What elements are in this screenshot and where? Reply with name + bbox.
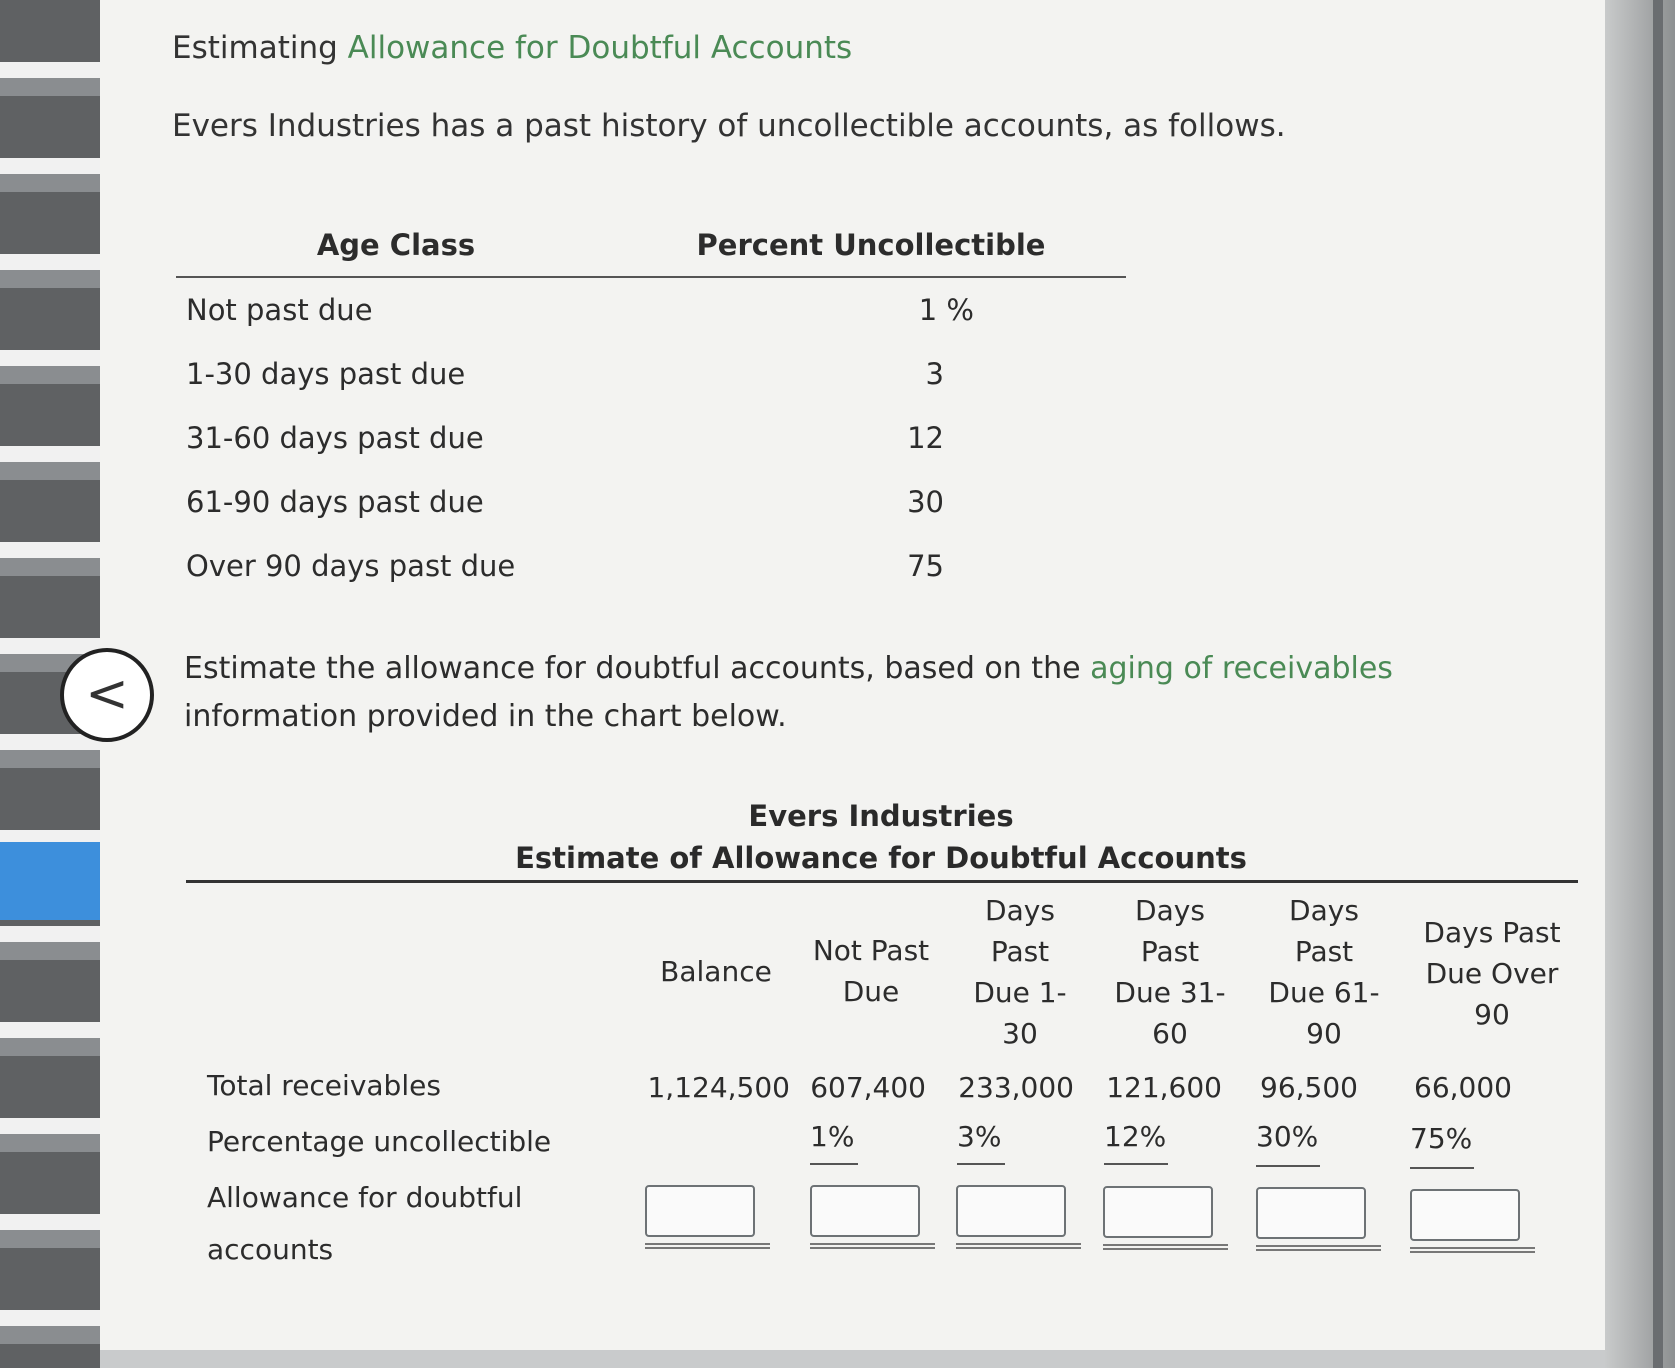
table-row xyxy=(176,406,1126,470)
instruction-after: information provided in the chart below. xyxy=(184,699,787,734)
age-class-header: Age Class xyxy=(176,228,616,277)
age-percent: 75 xyxy=(907,549,944,583)
age-label: 31-60 days past due xyxy=(186,421,484,455)
age-label: Over 90 days past due xyxy=(186,549,516,583)
col-balance xyxy=(646,951,786,992)
allowance-label-line: accounts xyxy=(207,1233,334,1266)
percent-header: Percent Uncollectible xyxy=(616,228,1126,277)
double-underline xyxy=(810,1243,935,1249)
total-receivables-label: Total receivables xyxy=(207,1069,441,1102)
total-days-61-90: 96,500 xyxy=(1260,1071,1358,1104)
percentage-uncollectible-label: Percentage uncollectible xyxy=(207,1125,552,1158)
age-label: Not past due xyxy=(186,293,373,327)
pct-days-1-30: 3% xyxy=(957,1120,1002,1153)
intro-text: Evers Industries has a past history of uncollectible accounts, as follows. xyxy=(172,108,1286,144)
pct-underline xyxy=(810,1163,858,1165)
col-line: Past xyxy=(1294,935,1354,968)
allowance-days-over-90-input[interactable] xyxy=(1410,1189,1520,1241)
total-days-over-90: 66,000 xyxy=(1414,1071,1512,1104)
age-percent: 1 % xyxy=(918,293,974,327)
col-days-61-90 xyxy=(1254,890,1394,1054)
pct-days-over-90: 75% xyxy=(1410,1122,1473,1155)
double-underline xyxy=(1256,1245,1381,1251)
blue-tab xyxy=(0,842,104,920)
col-line: 60 xyxy=(1152,1017,1188,1050)
age-class-table xyxy=(176,228,1126,598)
col-line: Days xyxy=(985,894,1055,927)
pct-underline xyxy=(1410,1167,1474,1169)
age-label: 61-90 days past due xyxy=(186,485,484,519)
pct-underline xyxy=(1104,1163,1168,1165)
pct-underline xyxy=(1256,1165,1320,1167)
allowance-days-31-60-input[interactable] xyxy=(1103,1186,1213,1238)
heading-rule xyxy=(186,880,1578,883)
col-line: 90 xyxy=(1474,998,1510,1031)
table-row xyxy=(176,470,1126,534)
back-button[interactable]: < xyxy=(60,648,154,742)
estimate-heading xyxy=(186,795,1576,879)
instruction-before: Estimate the allowance for doubtful accounts, based on the xyxy=(184,651,1091,686)
col-line: 30 xyxy=(1002,1017,1038,1050)
total-balance: 1,124,500 xyxy=(647,1071,790,1104)
total-days-31-60: 121,600 xyxy=(1106,1071,1222,1104)
pct-days-31-60: 12% xyxy=(1104,1120,1167,1153)
double-underline xyxy=(645,1243,770,1249)
total-days-1-30: 233,000 xyxy=(958,1071,1074,1104)
age-percent: 12 xyxy=(907,421,944,455)
total-not-past-due: 607,400 xyxy=(810,1071,926,1104)
title-prefix: Estimating xyxy=(172,30,348,66)
age-percent: 30 xyxy=(907,485,944,519)
col-line: Due Over xyxy=(1425,957,1559,990)
age-percent: 3 xyxy=(925,357,944,391)
aging-link[interactable]: aging of receivables xyxy=(1090,651,1393,686)
col-line: Days xyxy=(1135,894,1205,927)
col-line: Due 31- xyxy=(1114,976,1226,1009)
table-row xyxy=(176,277,1126,342)
table-row xyxy=(176,342,1126,406)
age-label: 1-30 days past due xyxy=(186,357,466,391)
col-days-over-90 xyxy=(1408,912,1576,1035)
col-line: Past xyxy=(1140,935,1200,968)
pct-days-61-90: 30% xyxy=(1256,1120,1319,1153)
company-name: Evers Industries xyxy=(748,799,1014,833)
estimate-title: Estimate of Allowance for Doubtful Accounts xyxy=(515,841,1247,875)
col-line: Due 1- xyxy=(973,976,1067,1009)
double-underline xyxy=(956,1243,1081,1249)
double-underline xyxy=(1410,1247,1535,1253)
col-line: Due 61- xyxy=(1268,976,1380,1009)
double-underline xyxy=(1103,1244,1228,1250)
allowance-label xyxy=(207,1172,522,1276)
col-line: Balance xyxy=(660,955,772,988)
col-days-1-30 xyxy=(955,890,1085,1054)
allowance-days-61-90-input[interactable] xyxy=(1256,1187,1366,1239)
col-not-past-due xyxy=(806,930,936,1012)
pct-underline xyxy=(957,1163,1005,1165)
allowance-link[interactable]: Allowance for Doubtful Accounts xyxy=(347,30,853,66)
instruction-text xyxy=(184,645,1514,741)
pct-not-past-due: 1% xyxy=(810,1120,855,1153)
allowance-days-1-30-input[interactable] xyxy=(956,1185,1066,1237)
right-edge xyxy=(1597,0,1675,1368)
page-title xyxy=(172,30,852,66)
allowance-not-past-due-input[interactable] xyxy=(810,1185,920,1237)
col-line: Past xyxy=(990,935,1050,968)
panel-bottom xyxy=(100,1350,1605,1368)
col-line: 90 xyxy=(1306,1017,1342,1050)
col-line: Not Past xyxy=(812,934,930,967)
allowance-label-line: Allowance for doubtful xyxy=(207,1181,523,1214)
table-row xyxy=(176,534,1126,598)
col-line: Due xyxy=(842,975,900,1008)
allowance-balance-input[interactable] xyxy=(645,1185,755,1237)
scroll-edge xyxy=(1653,0,1663,1368)
col-line: Days Past xyxy=(1423,916,1561,949)
col-line: Days xyxy=(1289,894,1359,927)
col-days-31-60 xyxy=(1100,890,1240,1054)
